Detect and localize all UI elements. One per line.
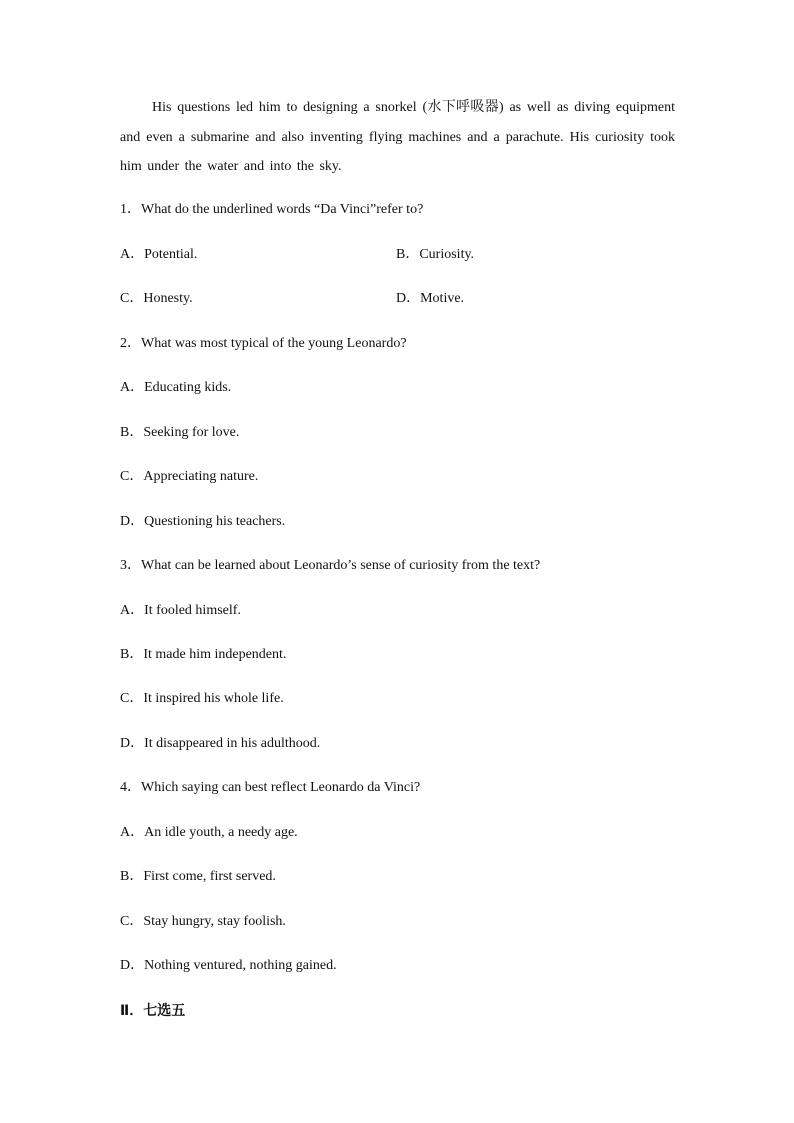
- question-3-stem: 3．What can be learned about Leonardo’s sense of curiosity from the text?: [120, 558, 541, 573]
- question-2-stem: 2．What was most typical of the young Leonardo?: [120, 336, 407, 351]
- question-1-option-d: D．Motive.: [396, 291, 465, 306]
- question-2-option-b: B．Seeking for love.: [120, 425, 240, 440]
- question-1-stem: 1．What do the underlined words “Da Vinci”refer to?: [120, 202, 424, 217]
- question-2-option-c: C．Appreciating nature.: [120, 469, 259, 484]
- question-4-option-c: C．Stay hungry, stay foolish.: [120, 914, 286, 929]
- question-1-option-a: A．Potential.: [120, 247, 198, 262]
- question-4-option-d: D．Nothing ventured, nothing gained.: [120, 958, 337, 973]
- question-3-option-a: A．It fooled himself.: [120, 603, 241, 618]
- question-2-option-a: A．Educating kids.: [120, 380, 232, 395]
- question-2-option-d: D．Questioning his teachers.: [120, 514, 286, 529]
- question-3-option-c: C．It inspired his whole life.: [120, 691, 284, 706]
- question-4-option-a: A．An idle youth, a needy age.: [120, 825, 298, 840]
- question-4-stem: 4．Which saying can best reflect Leonardo da Vinci?: [120, 780, 421, 795]
- question-1-option-c: C．Honesty.: [120, 291, 193, 306]
- passage-paragraph: His questions led him to designing a snorkel (水下呼吸器) as well as diving equipment and even a submarine and also inventing flying machines and a parachute. His curiosity took him under the water and into the sky.: [120, 100, 675, 174]
- question-1-option-b: B．Curiosity.: [396, 247, 475, 262]
- question-3-option-b: B．It made him independent.: [120, 647, 287, 662]
- question-4-option-b: B．First come, first served.: [120, 869, 276, 884]
- section-heading: Ⅱ．七选五: [120, 1003, 186, 1019]
- question-3-option-d: D．It disappeared in his adulthood.: [120, 736, 321, 751]
